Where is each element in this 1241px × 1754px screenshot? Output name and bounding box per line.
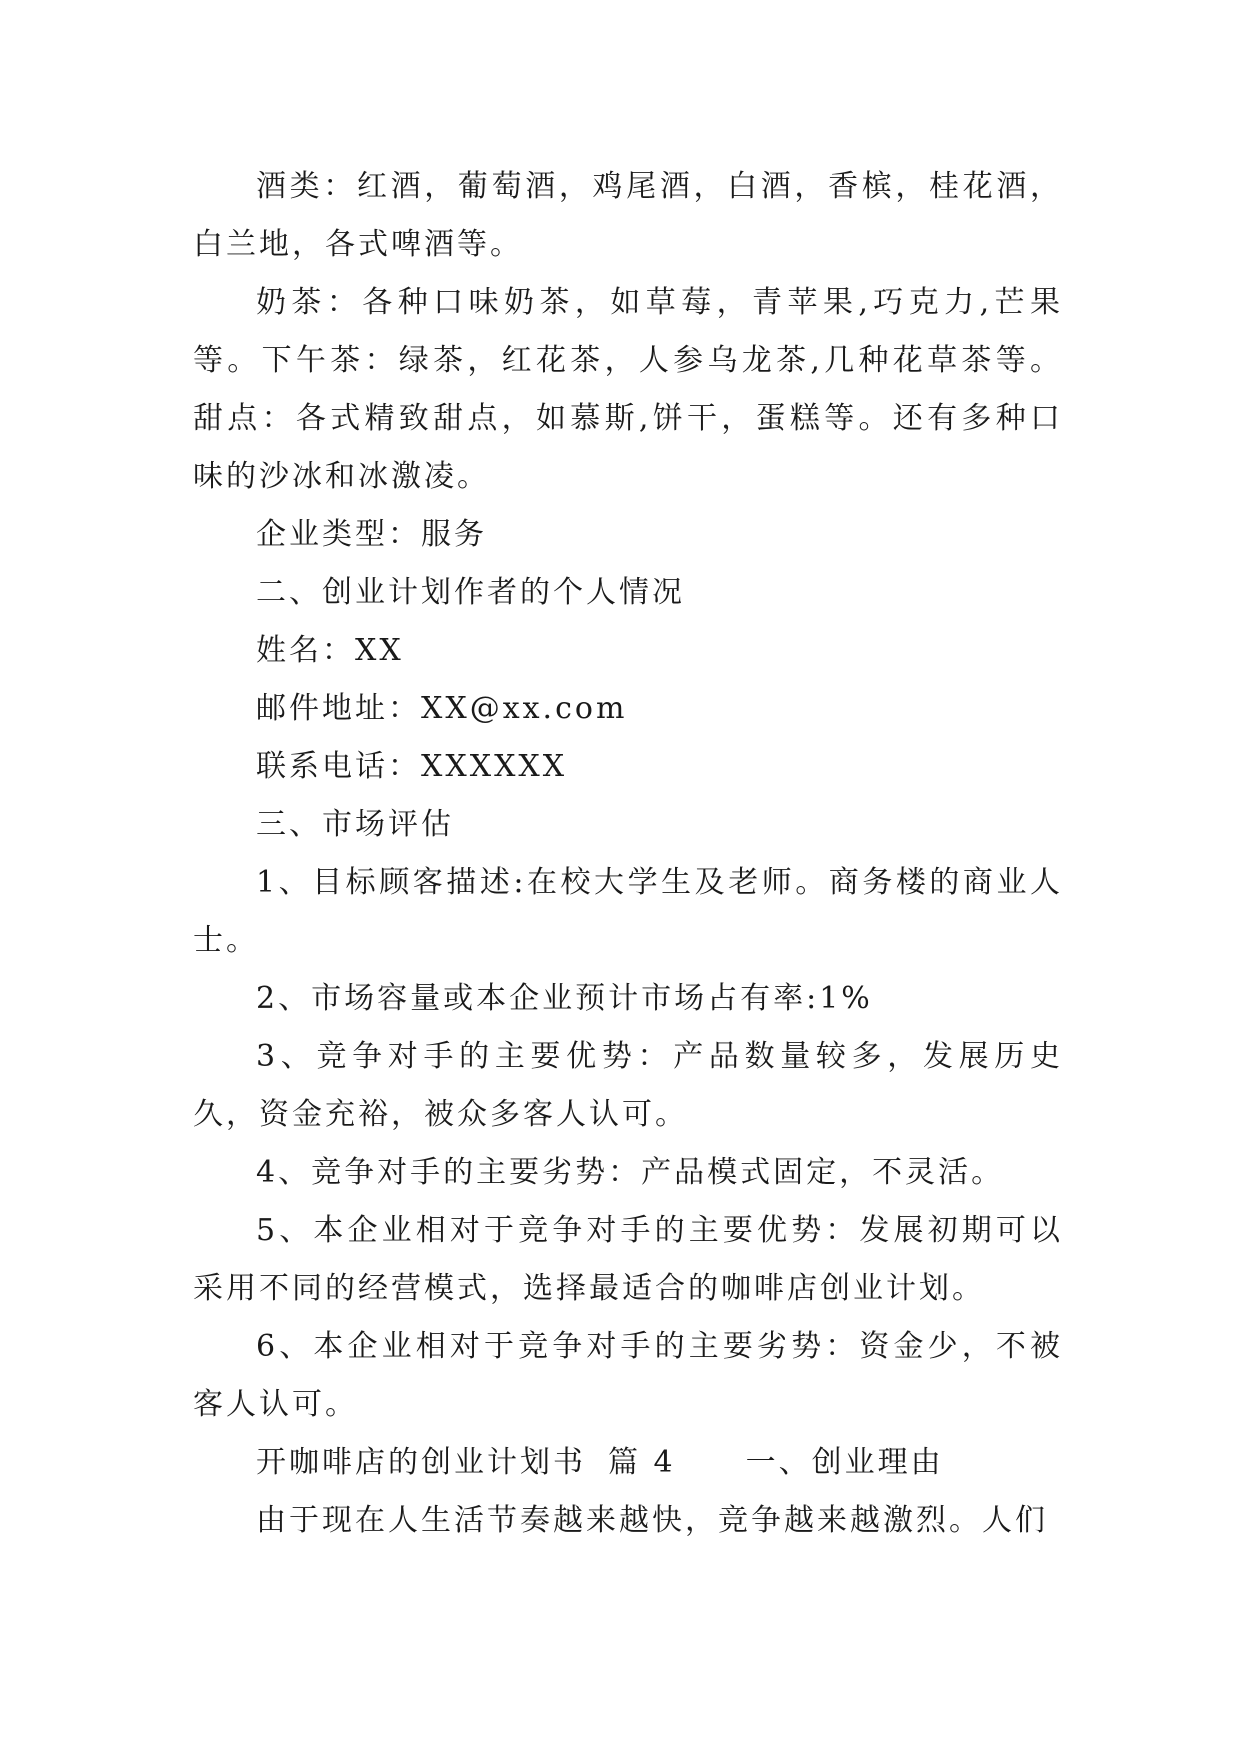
section-heading-reason: 一、创业理由 (745, 1445, 944, 1480)
paragraph-phone: 联系电话：XXXXXX (256, 749, 568, 784)
paragraph-competitor-weaknesses: 4、竞争对手的主要劣势：产品模式固定，不灵活。 (256, 1155, 1005, 1190)
paragraph-liquor: 酒类：红酒，葡萄酒，鸡尾酒，白酒，香槟，桂花酒，白兰地，各式啤酒等。 (193, 169, 1063, 262)
paragraph-own-strengths: 5、本企业相对于竞争对手的主要优势：发展初期可以采用不同的经营模式，选择最适合的咖啡店创业计划。 (193, 1213, 1063, 1306)
section-heading-market: 三、市场评估 (256, 807, 454, 842)
paragraph-email: 邮件地址：XX@xx.com (256, 691, 628, 726)
paragraph-business-type: 企业类型：服务 (256, 517, 487, 552)
paragraph-market-share: 2、市场容量或本企业预计市场占有率:1% (256, 981, 873, 1016)
part-label: 篇 4 (608, 1445, 676, 1480)
paragraph-milk-tea: 奶茶：各种口味奶茶，如草莓，青苹果,巧克力,芒果等。下午茶：绿茶，红花茶，人参乌龙茶,几种花草茶等。甜点：各式精致甜点，如慕斯,饼干，蛋糕等。还有多种口味的沙冰和冰激凌。 (193, 285, 1063, 494)
paragraph-target-customers: 1、目标顾客描述:在校大学生及老师。商务楼的商业人士。 (193, 865, 1063, 958)
document-title: 开咖啡店的创业计划书 (256, 1445, 586, 1480)
paragraph-competitor-strengths: 3、竞争对手的主要优势：产品数量较多，发展历史久，资金充裕，被众多客人认可。 (193, 1039, 1063, 1132)
paragraph-reason-start: 由于现在人生活节奏越来越快，竞争越来越激烈。人们 (256, 1503, 1048, 1538)
section-heading-author: 二、创业计划作者的个人情况 (256, 575, 685, 610)
paragraph-own-weaknesses: 6、本企业相对于竞争对手的主要劣势：资金少，不被客人认可。 (193, 1329, 1063, 1422)
paragraph-name: 姓名：XX (256, 633, 404, 668)
document-body (193, 158, 1063, 1550)
document-heading-line (193, 1434, 1063, 1492)
